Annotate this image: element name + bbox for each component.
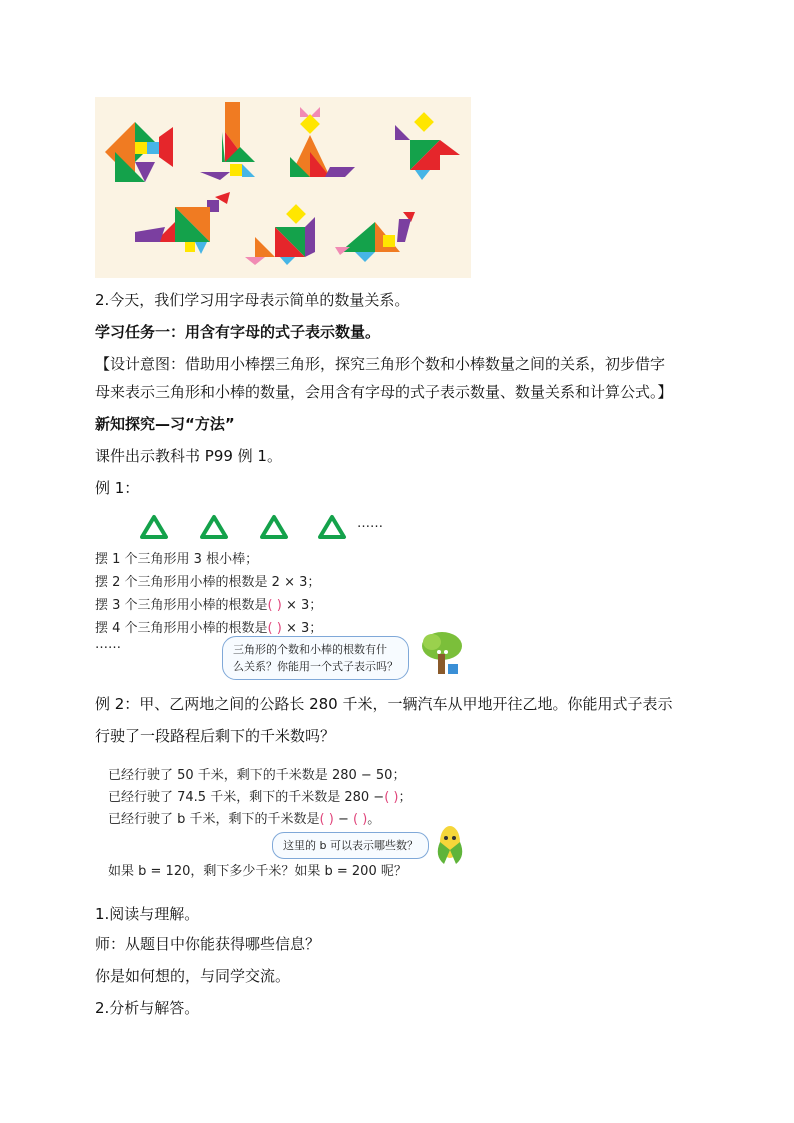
tangram-figures bbox=[95, 97, 471, 278]
triangle-icon bbox=[139, 514, 169, 540]
example1-speech-bubble: 三角形的个数和小棒的根数有什 么关系？你能用一个式子表示吗？ bbox=[222, 636, 409, 680]
section-title: 新知探究—习“方法” bbox=[95, 415, 235, 433]
example1-label: 例 1： bbox=[95, 479, 140, 497]
example2-speech-bubble: 这里的 b 可以表示哪些数？ bbox=[272, 832, 429, 859]
blank-parens: ( ) bbox=[384, 790, 399, 805]
tangram-illustration bbox=[95, 97, 471, 278]
corn-character-icon bbox=[432, 820, 468, 866]
tangram-duck-middle bbox=[245, 204, 315, 265]
think-line: 你是如何想的，与同学交流。 bbox=[95, 967, 291, 985]
example2-text-1: 例 2：甲、乙两地之间的公路长 280 千米，一辆汽车从甲地开往乙地。你能用式子表示 bbox=[95, 695, 673, 713]
blank-parens: ( ) bbox=[319, 812, 334, 827]
tangram-person bbox=[395, 112, 460, 180]
teacher-line: 师：从题目中你能获得哪些信息？ bbox=[95, 935, 321, 953]
example1-ellipsis: …… bbox=[357, 516, 383, 531]
example1-end-ellipsis: …… bbox=[95, 637, 121, 652]
design-intent-line-2: 母来表示三角形和小棒的数量，会用含有字母的式子表示数量、数量关系和计算公式。】 bbox=[95, 383, 673, 401]
blank-parens: ( ) bbox=[267, 598, 282, 613]
courseware-line: 课件出示教科书 P99 例 1。 bbox=[95, 447, 282, 465]
triangle-icon bbox=[317, 514, 347, 540]
example2-line-2: 已经行驶了 74.5 千米，剩下的千米数是 280 −( )； bbox=[108, 790, 412, 805]
task-title: 学习任务一：用含有字母的式子表示数量。 bbox=[95, 323, 381, 341]
triangle-icon bbox=[199, 514, 229, 540]
example2-line-3: 已经行驶了 b 千米，剩下的千米数是( ) − ( )。 bbox=[108, 812, 381, 827]
tangram-seated bbox=[200, 102, 255, 180]
example1-line-1: 摆 1 个三角形用 3 根小棒； bbox=[95, 552, 259, 567]
example1-line-2: 摆 2 个三角形用小棒的根数是 2 × 3； bbox=[95, 575, 321, 590]
intro-line: 2.今天，我们学习用字母表示简单的数量关系。 bbox=[95, 291, 410, 309]
example2-line-1: 已经行驶了 50 千米，剩下的千米数是 280 − 50； bbox=[108, 768, 406, 783]
blank-parens: ( ) bbox=[267, 621, 282, 636]
tangram-duck-left bbox=[135, 192, 230, 254]
step2-title: 2.分析与解答。 bbox=[95, 999, 200, 1017]
blank-parens: ( ) bbox=[352, 812, 368, 827]
tree-character-icon bbox=[418, 630, 464, 678]
tangram-cat bbox=[290, 107, 355, 177]
example2-text-2: 行驶了一段路程后剩下的千米数吗？ bbox=[95, 727, 336, 745]
triangle-icon bbox=[259, 514, 289, 540]
example1-line-3: 摆 3 个三角形用小棒的根数是( ) × 3； bbox=[95, 598, 323, 613]
step1-title: 1.阅读与理解。 bbox=[95, 905, 200, 923]
tangram-fish bbox=[105, 122, 173, 182]
example1-line-4: 摆 4 个三角形用小棒的根数是( ) × 3； bbox=[95, 621, 323, 636]
design-intent-line-1: 【设计意图：借助用小棒摆三角形，探究三角形个数和小棒数量之间的关系，初步借字 bbox=[95, 355, 666, 373]
example2-question: 如果 b = 120，剩下多少千米？如果 b = 200 呢？ bbox=[108, 864, 407, 879]
tangram-duck-right bbox=[335, 212, 415, 262]
